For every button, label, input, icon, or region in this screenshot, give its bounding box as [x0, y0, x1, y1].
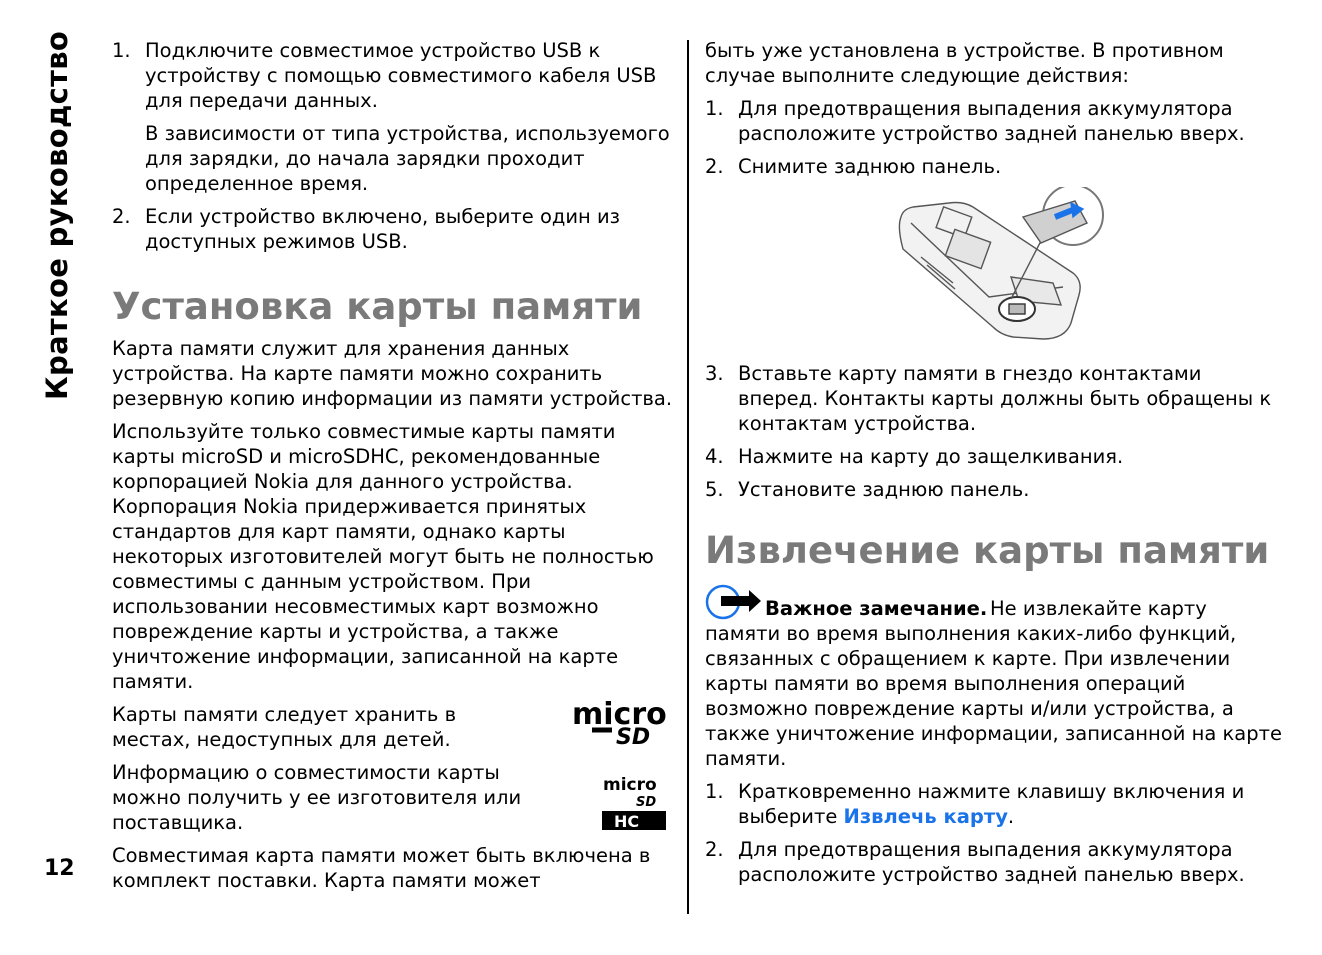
- list-item: [705, 477, 1285, 502]
- logo-micro-text: micro: [572, 698, 667, 732]
- note-text: Не извлекайте карту памяти во время выполнения каких-либо функций, связанных с обращением к карте. При извлечении карты памяти во время выполнения операций возможно повреждение карты и/или устройства, а также уничтожение информации, записанной на карте памяти.: [705, 597, 1282, 770]
- list-item: [705, 779, 1285, 829]
- list-text: Для предотвращения выпадения аккумулятора расположите устройство задней панелью вверх.: [738, 97, 1245, 145]
- list-item: [705, 361, 1285, 436]
- list-number: 1.: [112, 39, 131, 62]
- list-text: Установите заднюю панель.: [738, 478, 1030, 501]
- list-number: 2.: [112, 205, 131, 228]
- list-item: [705, 444, 1285, 469]
- list-number: 4.: [705, 445, 724, 468]
- list-text: Для предотвращения выпадения аккумулятора расположите устройство задней панелью вверх.: [738, 838, 1245, 886]
- list-number: 2.: [705, 155, 724, 178]
- list-item-note: В зависимости от типа устройства, используемого для зарядки, до начала зарядки проходит определенное время.: [145, 122, 670, 195]
- logo-hc-text: HC: [614, 812, 640, 831]
- list-text: Кратковременно нажмите клавишу включения и выберите: [738, 780, 1245, 828]
- microsdhc-logo-icon: [602, 774, 672, 834]
- right-column: [705, 38, 1285, 895]
- list-item: [705, 837, 1285, 887]
- paragraph-text: Карты памяти следует хранить в местах, недоступных для детей.: [112, 703, 457, 751]
- list-number: 1.: [705, 780, 724, 803]
- column-divider: [687, 40, 689, 914]
- page-number: 12: [44, 856, 75, 881]
- paragraph: Карта памяти служит для хранения данных устройства. На карте памяти можно сохранить резервную копию информации из памяти устройства.: [112, 337, 673, 410]
- paragraph: [112, 698, 678, 752]
- logo-micro-text: micro: [603, 775, 657, 795]
- note-label: Важное замечание.: [765, 597, 988, 620]
- list-number: 3.: [705, 362, 724, 385]
- phone-memory-card-icon: [893, 187, 1113, 345]
- paragraph: быть уже установлена в устройстве. В противном случае выполните следующие действия:: [705, 39, 1224, 87]
- paragraph-text: Информацию о совместимости карты можно получить у ее изготовителя или поставщика.: [112, 761, 522, 834]
- list-item: [112, 204, 678, 254]
- important-note-icon: [705, 582, 763, 622]
- section-title: Краткое руководство: [40, 30, 74, 400]
- list-item: [705, 154, 1285, 179]
- eject-card-link[interactable]: Извлечь карту: [843, 805, 1008, 828]
- microsd-logo-icon: [572, 698, 672, 746]
- heading-install-card: Установка карты памяти: [112, 285, 643, 328]
- list-text: Снимите заднюю панель.: [738, 155, 1002, 178]
- logo-sd-text: SD: [616, 725, 651, 746]
- heading-remove-card: Извлечение карты памяти: [705, 529, 1270, 572]
- phone-illustration: [705, 187, 1285, 347]
- logo-sd-text: SD: [636, 795, 657, 810]
- list-text: Вставьте карту памяти в гнездо контактами вперед. Контакты карты должны быть обращены к контактам устройства.: [738, 362, 1272, 435]
- paragraph: [112, 760, 678, 835]
- paragraph: Используйте только совместимые карты памяти карты microSD и microSDHC, рекомендованные корпорацией Nokia для данного устройства. Корпорация Nokia придерживается принятых стандартов для карт памяти, однако карты некоторых изготовителей могут быть не полностью совместимы с данным устройством. При использовании несовместимых карт возможно повреждение карты и устройства, а также уничтожение информации, записанной на карте памяти.: [112, 420, 654, 693]
- list-number: 1.: [705, 97, 724, 120]
- list-number: 5.: [705, 478, 724, 501]
- list-text-end: .: [1007, 805, 1015, 828]
- list-text: Нажмите на карту до защелкивания.: [738, 445, 1124, 468]
- list-text: Если устройство включено, выберите один из доступных режимов USB.: [145, 205, 621, 253]
- paragraph: Совместимая карта памяти может быть включена в комплект поставки. Карта памяти может: [112, 844, 651, 892]
- important-note: [705, 596, 1285, 621]
- list-text: Подключите совместимое устройство USB к устройству с помощью совместимого кабеля USB для передачи данных.: [145, 39, 657, 112]
- list-number: 2.: [705, 838, 724, 861]
- list-item: [112, 38, 678, 113]
- list-item: [705, 96, 1285, 146]
- left-column: [112, 38, 678, 901]
